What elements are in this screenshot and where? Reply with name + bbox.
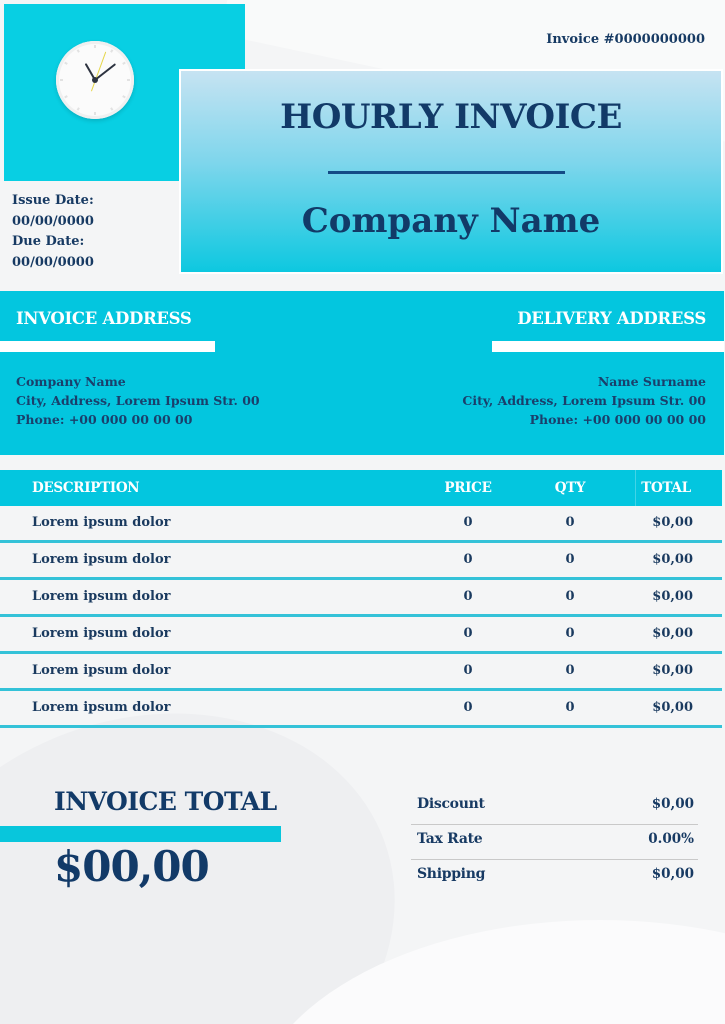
due-date-value: 00/00/0000 (12, 254, 94, 270)
delivery-address-name: Name Surname (597, 374, 706, 389)
heading-underline (492, 341, 724, 352)
address-section (0, 291, 724, 455)
title-banner (179, 69, 723, 274)
item-total: $0,00 (652, 589, 693, 604)
issue-date-value: 00/00/0000 (12, 213, 94, 229)
company-name: Company Name (301, 201, 601, 241)
item-description: Lorem ipsum dolor (32, 552, 171, 567)
invoice-address-block (16, 372, 260, 429)
summary-label: Discount (417, 796, 485, 812)
invoice-number: Invoice #0000000000 (546, 32, 705, 47)
item-qty: 0 (565, 515, 575, 530)
invoice-address-phone: Phone: +00 000 00 00 00 (16, 412, 193, 427)
summary-label: Shipping (417, 866, 486, 882)
delivery-address-block (462, 372, 706, 429)
item-qty: 0 (565, 589, 575, 604)
column-header-qty: QTY (554, 480, 586, 496)
summary-value: 0.00% (648, 831, 694, 847)
table-row (0, 543, 722, 580)
table-row (0, 617, 722, 654)
item-total: $0,00 (652, 626, 693, 641)
item-price: 0 (463, 663, 473, 678)
invoice-total-label: INVOICE TOTAL (54, 787, 277, 816)
summary-table (411, 790, 698, 895)
item-total: $0,00 (652, 700, 693, 715)
item-qty: 0 (565, 663, 575, 678)
item-qty: 0 (565, 552, 575, 567)
column-header-description: DESCRIPTION (32, 480, 140, 496)
column-header-total: TOTAL (641, 480, 691, 496)
item-description: Lorem ipsum dolor (32, 589, 171, 604)
item-price: 0 (463, 589, 473, 604)
item-description: Lorem ipsum dolor (32, 700, 171, 715)
item-qty: 0 (565, 700, 575, 715)
table-header (0, 470, 722, 506)
summary-label: Tax Rate (417, 831, 483, 847)
item-price: 0 (463, 515, 473, 530)
item-price: 0 (463, 626, 473, 641)
due-date-label: Due Date: (12, 234, 85, 249)
item-qty: 0 (565, 626, 575, 641)
item-description: Lorem ipsum dolor (32, 515, 171, 530)
issue-date-label: Issue Date: (12, 193, 94, 208)
item-total: $0,00 (652, 663, 693, 678)
summary-row-discount (411, 790, 698, 825)
title-divider (328, 171, 565, 174)
item-total: $0,00 (652, 515, 693, 530)
items-table (0, 470, 722, 728)
invoice-total-amount: $00,00 (54, 842, 209, 891)
document-title: HOURLY INVOICE (280, 97, 622, 137)
item-total: $0,00 (652, 552, 693, 567)
invoice-address-street: City, Address, Lorem Ipsum Str. 00 (16, 393, 260, 408)
summary-value: $0,00 (651, 796, 694, 812)
table-row (0, 506, 722, 543)
total-accent-bar (0, 826, 281, 842)
invoice-address-heading: INVOICE ADDRESS (16, 309, 192, 328)
invoice-dates (12, 191, 94, 273)
table-row (0, 580, 722, 617)
invoice-address-name: Company Name (16, 374, 126, 389)
summary-row-tax-rate (411, 825, 698, 860)
item-description: Lorem ipsum dolor (32, 626, 171, 641)
column-header-price: PRICE (444, 480, 492, 496)
delivery-address-phone: Phone: +00 000 00 00 00 (529, 412, 706, 427)
item-price: 0 (463, 700, 473, 715)
delivery-address-heading: DELIVERY ADDRESS (517, 309, 706, 328)
delivery-address-street: City, Address, Lorem Ipsum Str. 00 (462, 393, 706, 408)
heading-underline (0, 341, 215, 352)
item-price: 0 (463, 552, 473, 567)
item-description: Lorem ipsum dolor (32, 663, 171, 678)
table-row (0, 691, 722, 728)
summary-row-shipping (411, 860, 698, 895)
summary-value: $0,00 (651, 866, 694, 882)
table-row (0, 654, 722, 691)
wall-clock-icon (56, 41, 134, 119)
